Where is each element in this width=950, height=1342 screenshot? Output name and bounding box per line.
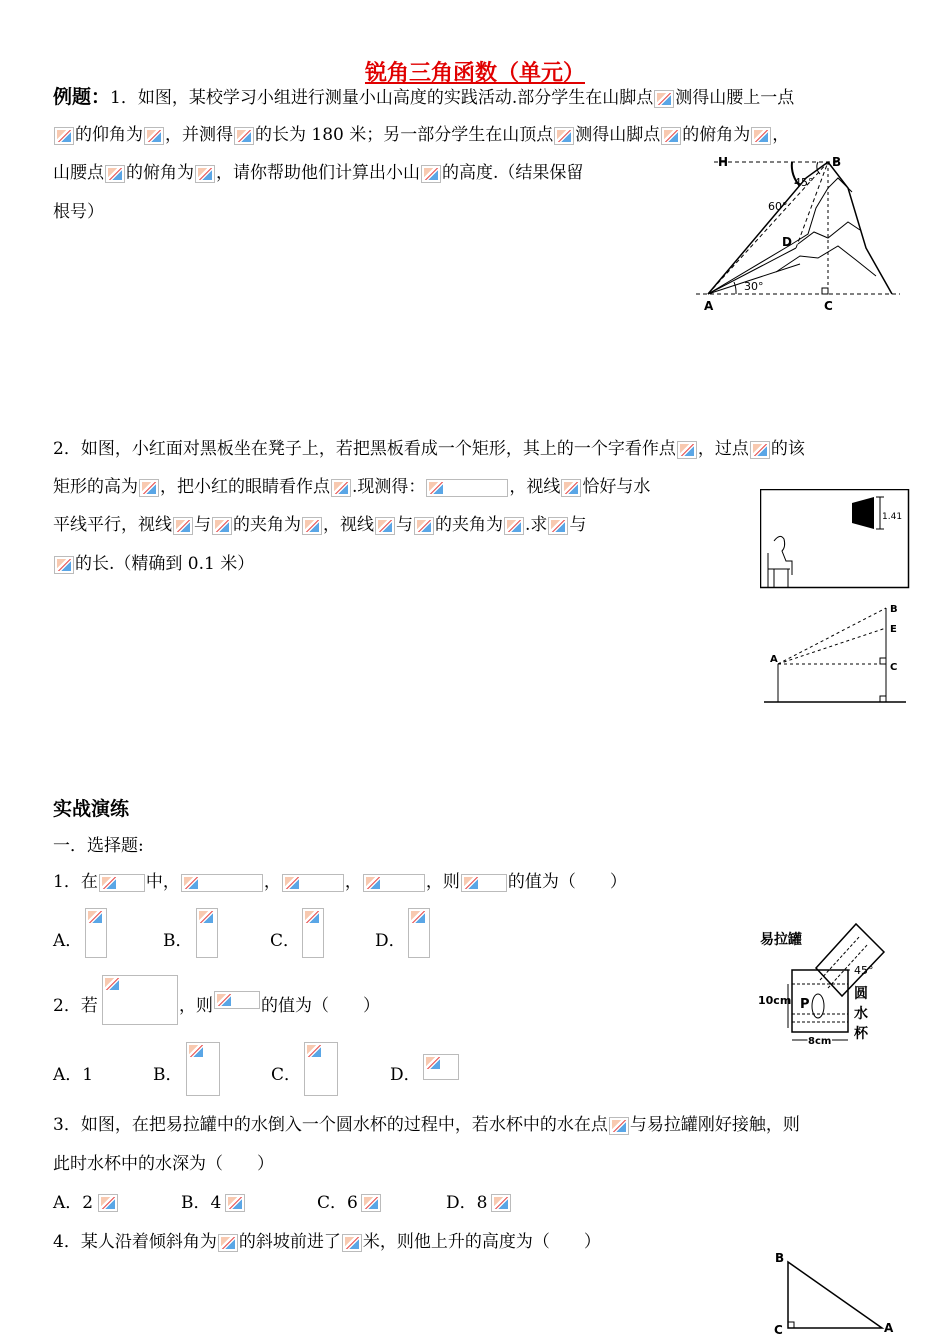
formula-image — [342, 1234, 362, 1252]
formula-image — [85, 908, 107, 958]
formula-image — [654, 90, 674, 108]
formula-image — [677, 441, 697, 459]
can-label: 易拉罐 — [760, 932, 802, 948]
blackboard-height-label: 1.41 — [882, 512, 903, 522]
example-q1-line3: 山腰点 的俯角为 ，请你帮助他们计算出小山 的高度.（结果保留 — [53, 163, 584, 183]
formula-image — [421, 165, 441, 183]
formula-image — [282, 874, 344, 892]
slope-triangle-figure — [770, 1248, 900, 1338]
label-C: C — [824, 299, 833, 313]
formula-image — [99, 874, 145, 892]
formula-image — [218, 1234, 238, 1252]
formula-image — [554, 127, 574, 145]
label-60: 60° — [768, 200, 788, 213]
example-label: 例题： — [53, 86, 111, 108]
formula-image — [375, 517, 395, 535]
formula-image — [98, 1194, 118, 1212]
practice-q2-line: 2．若 ，则 的值为（ ） — [53, 975, 453, 1031]
formula-image — [186, 1042, 220, 1096]
label-E: E — [890, 624, 897, 635]
formula-image — [361, 1194, 381, 1212]
blackboard-figure — [760, 489, 910, 589]
example-q2-line1: 2．如图，小红面对黑板坐在凳子上，若把黑板看成一个矩形，其上的一个字看作点 ，过点 的该 — [53, 439, 805, 459]
formula-image — [54, 127, 74, 145]
formula-image — [408, 908, 430, 958]
label-C: C — [890, 662, 898, 673]
label-B: B — [775, 1251, 785, 1265]
page-title: 锐角三角函数（单元） — [364, 60, 585, 86]
formula-image — [225, 1194, 245, 1212]
mountain-figure — [688, 148, 910, 316]
formula-image — [414, 517, 434, 535]
formula-image — [302, 517, 322, 535]
practice-q3-line2: 此时水杯中的水深为（ ） — [53, 1154, 274, 1174]
formula-image — [105, 165, 125, 183]
cup-label-2: 水 — [854, 1006, 868, 1022]
formula-image — [751, 127, 771, 145]
label-C: C — [774, 1323, 783, 1337]
label-D: D — [782, 235, 792, 249]
formula-image — [661, 127, 681, 145]
practice-q4-line: 4．某人沿着倾斜角为 的斜坡前进了 米，则他上升的高度为（ ） — [53, 1232, 601, 1252]
formula-image — [423, 1054, 459, 1080]
formula-image — [363, 874, 425, 892]
formula-image — [173, 517, 193, 535]
formula-image — [426, 479, 508, 497]
example-q2-line3: 平线平行，视线 与 的夹角为 ，视线 与 的夹角为 .求 与 — [53, 515, 587, 535]
formula-image — [461, 874, 507, 892]
label-A: A — [884, 1321, 894, 1335]
label-H: H — [718, 155, 729, 169]
label-P: P — [800, 997, 810, 1012]
formula-image — [212, 517, 232, 535]
label-A: A — [704, 299, 714, 313]
can-cup-figure — [756, 918, 886, 1046]
practice-heading: 实战演练 — [53, 798, 130, 820]
formula-image — [181, 874, 263, 892]
formula-image — [561, 479, 581, 497]
bec-triangle-figure — [764, 600, 910, 706]
formula-image — [504, 517, 524, 535]
formula-image — [491, 1194, 511, 1212]
example-q1-line2: 的仰角为 ，并测得 的长为 180 米；另一部分学生在山顶点 测得山脚点 的俯角为 ， — [53, 124, 789, 146]
formula-image — [304, 1042, 338, 1096]
label-A: A — [770, 654, 778, 665]
example-q2-line4: 的长.（精确到 0.1 米） — [53, 553, 254, 575]
cup-width-label: 8cm — [808, 1036, 832, 1046]
formula-image — [609, 1117, 629, 1135]
cup-label-3: 杯 — [854, 1026, 868, 1042]
practice-q3-line1: 3．如图，在把易拉罐中的水倒入一个圆水杯的过程中，若水杯中的水在点 与易拉罐刚好接触，则 — [53, 1115, 800, 1135]
formula-image — [102, 975, 178, 1025]
label-45: 45° — [794, 176, 814, 189]
label-B: B — [890, 604, 898, 615]
formula-image — [139, 479, 159, 497]
formula-image — [548, 517, 568, 535]
practice-q1-line: 1．在 中， ， ， ，则 的值为（ ） — [53, 872, 627, 892]
formula-image — [144, 127, 164, 145]
label-B: B — [832, 155, 842, 169]
formula-image — [196, 908, 218, 958]
formula-image — [234, 127, 254, 145]
formula-image — [54, 556, 74, 574]
example-q2-line2: 矩形的高为 ，把小红的眼睛看作点 .现测得： ，视线 恰好与水 — [53, 477, 651, 497]
formula-image — [214, 991, 260, 1009]
can-angle-label: 45° — [854, 964, 874, 977]
section-choice: 一．选择题: — [53, 836, 144, 856]
example-q1-line4: 根号） — [53, 202, 104, 222]
formula-image — [750, 441, 770, 459]
formula-image — [331, 479, 351, 497]
cup-label-1: 圆 — [854, 986, 868, 1002]
formula-image — [302, 908, 324, 958]
formula-image — [195, 165, 215, 183]
cup-height-label: 10cm — [758, 994, 792, 1007]
example-q1-line1: 例题：1．如图，某校学习小组进行测量小山高度的实践活动.部分学生在山脚点 测得山腰上一点 — [53, 86, 795, 108]
label-30: 30° — [744, 280, 764, 293]
